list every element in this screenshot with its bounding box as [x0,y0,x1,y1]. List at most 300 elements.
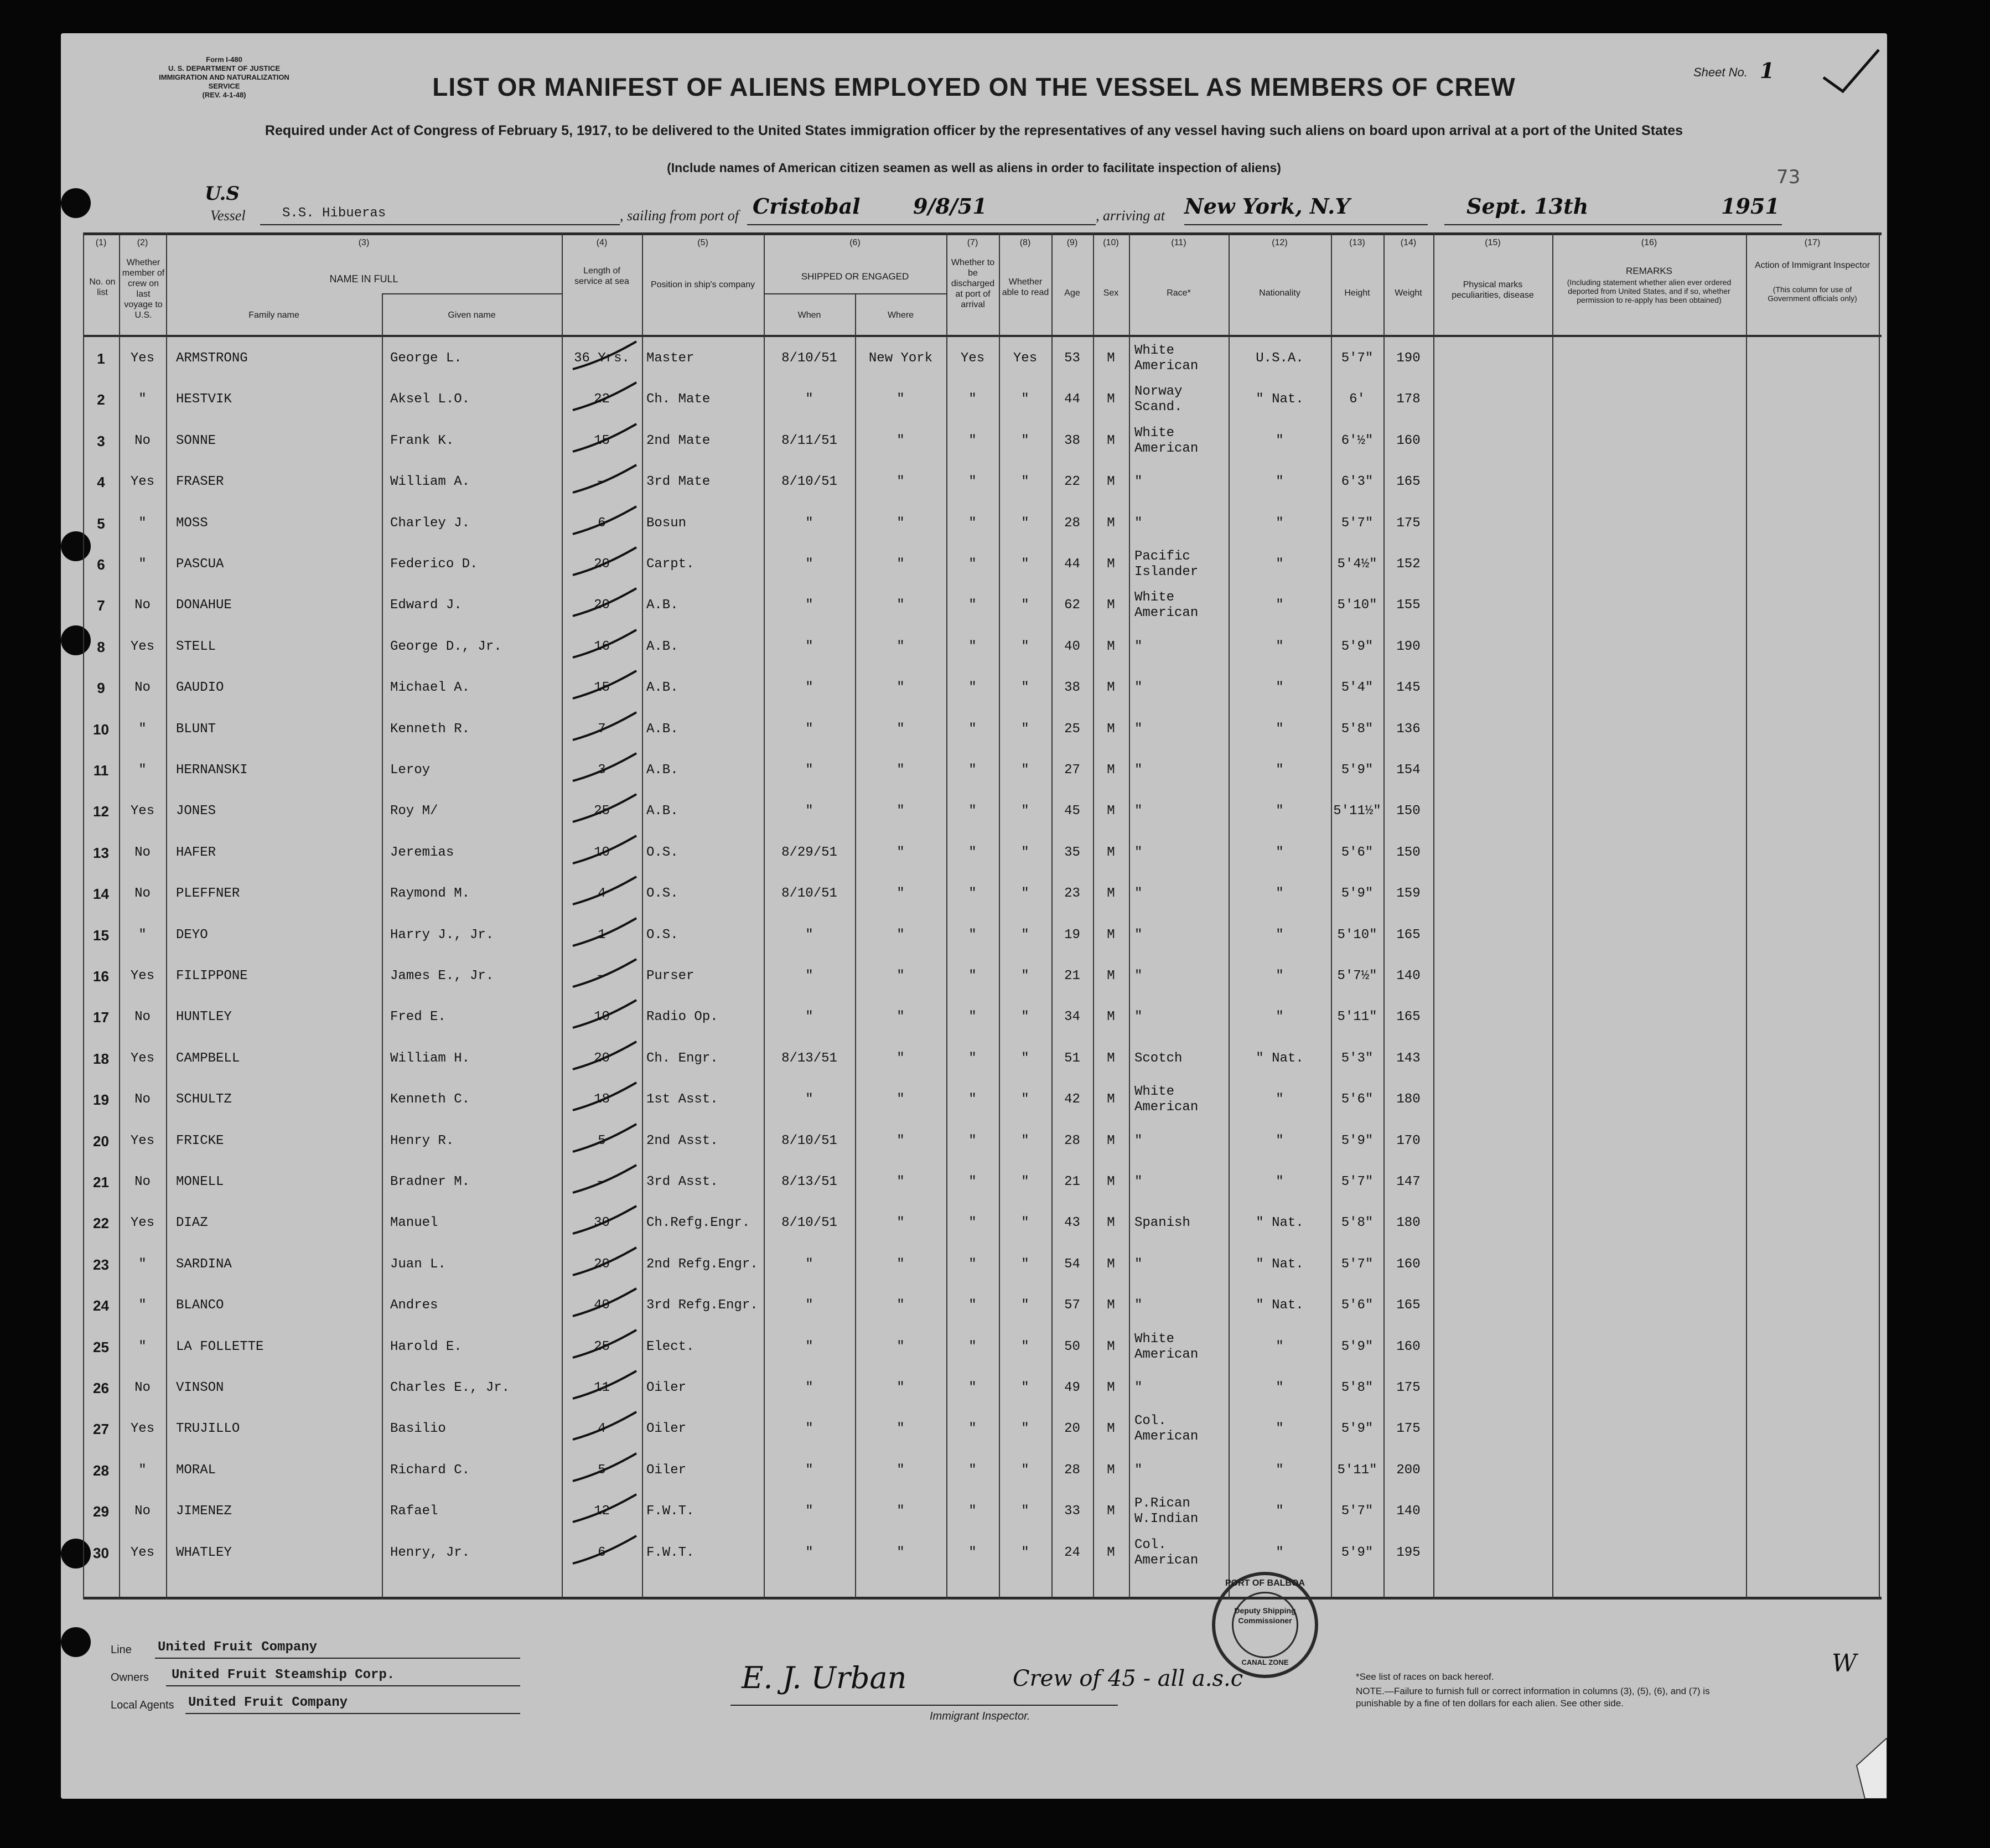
header-height: Height [1344,288,1370,298]
shipped-when: " [805,1462,813,1478]
service-length: 6 [598,1545,606,1560]
previous-voyage: " [138,1462,147,1478]
shipped-when: " [805,927,813,943]
shipped-when: " [805,804,813,819]
shipped-when: " [805,1380,813,1395]
row-number: 18 [93,1050,109,1067]
given-name: Henry R. [390,1133,454,1148]
given-name: Kenneth R. [390,721,470,737]
race-detail: American [1134,605,1199,621]
sex: M [1107,886,1115,902]
height: 5'10" [1337,598,1377,613]
discharged: " [968,845,977,860]
height: 5'11½" [1333,804,1381,819]
shipped-where: " [896,763,905,778]
tally-mark-icon [570,380,642,418]
age: 38 [1064,433,1080,448]
shipped-when: " [805,721,813,737]
family-name: MONELL [176,1174,224,1189]
height: 6'3" [1341,474,1374,490]
row-number: 6 [97,556,105,573]
discharged: " [968,680,977,696]
shipped-when: " [805,969,813,983]
race: " [1134,886,1143,902]
shipped-when: " [805,1504,813,1519]
family-name: FRASER [176,474,224,490]
discharged: " [968,515,977,531]
header-discharged: Whether to be discharged at port of arrival [951,258,995,309]
position: 3rd Mate [646,474,711,490]
age: 44 [1064,557,1080,572]
age: 62 [1064,598,1080,613]
discharged: " [968,1215,977,1231]
race: " [1134,927,1143,943]
header-sex: Sex [1103,288,1119,298]
service-length: 4 [598,886,606,902]
shipped-when: 8/13/51 [781,1174,837,1189]
tally-mark-icon [570,1039,642,1078]
height: 5'8" [1341,721,1374,737]
height: 5'7" [1341,1256,1374,1272]
weight: 155 [1396,598,1421,613]
family-name: HESTVIK [176,392,232,407]
previous-voyage: No [134,433,151,448]
row-number: 23 [93,1256,109,1273]
sex: M [1107,721,1115,737]
col-number: (6) [849,238,861,247]
form-number: Form I-480 [206,55,242,64]
row-number: 25 [93,1338,109,1355]
shipped-when: " [805,1092,813,1107]
discharged: " [968,598,977,613]
given-name: Bradner M. [390,1174,470,1189]
race-detail: W.Indian [1134,1511,1199,1527]
given-name: Leroy [390,763,431,778]
shipped-where: " [896,1504,905,1519]
service-length: 30 [594,1215,610,1231]
service-length: 5 [598,1462,606,1478]
service-length: 15 [594,433,610,448]
col-number: (12) [1272,238,1288,247]
given-name: Kenneth C. [390,1092,470,1107]
sex: M [1107,1421,1115,1437]
discharged: " [968,1380,977,1395]
discharged: " [968,639,977,654]
shipped-where: New York [868,351,933,366]
previous-voyage: Yes [130,351,155,366]
header-list-no: No. on list [89,277,116,297]
service-length: 15 [594,680,610,696]
able-to-read: " [1021,1462,1029,1478]
given-name: Basilio [390,1421,446,1437]
sex: M [1107,1092,1115,1107]
service-length: 16 [594,639,610,654]
sheet-label: Sheet No. [1693,65,1748,79]
service-length: 25 [594,1339,610,1354]
weight: 200 [1396,1462,1421,1478]
nationality: " [1276,1380,1284,1395]
discharged: " [968,721,977,737]
age: 25 [1064,721,1080,737]
tally-mark-icon [570,1245,642,1283]
race: White [1134,590,1175,605]
shipped-where: " [896,1050,905,1066]
age: 42 [1064,1092,1080,1107]
previous-voyage: " [138,1256,147,1272]
page-curl-icon [1854,1738,1887,1799]
sex: M [1107,1010,1115,1025]
row-number: 30 [93,1544,109,1561]
able-to-read: " [1021,1380,1029,1395]
row-number: 15 [93,926,109,944]
given-name: George L. [390,351,462,366]
age: 23 [1064,886,1080,902]
row-number: 16 [93,968,109,985]
shipped-when: " [805,1339,813,1354]
tally-mark-icon [570,627,642,666]
service-length: 20 [594,557,610,572]
arrival-year: 1951 [1721,194,1780,219]
given-name: Federico D. [390,557,478,572]
race: " [1134,1010,1143,1025]
given-name: Henry, Jr. [390,1545,470,1560]
sex: M [1107,351,1115,366]
sex: M [1107,1256,1115,1272]
department: U. S. DEPARTMENT OF JUSTICE [168,64,280,73]
shipped-where: " [896,515,905,531]
penalty-note: NOTE.—Failure to furnish full or correct information in columns (3), (5), (6), and (7) is punishable by a fine of ten dollars for each alien. See other side. [1356,1686,1710,1709]
vessel-label: Vessel [210,208,246,224]
service-length: 25 [594,804,610,819]
shipped-where: " [896,1133,905,1148]
discharged: " [968,433,977,448]
sex: M [1107,474,1115,490]
discharged: " [968,1339,977,1354]
race-detail: American [1134,1552,1199,1568]
age: 21 [1064,969,1080,983]
nationality: " [1276,680,1284,696]
tally-mark-icon [570,833,642,872]
arrival-date: Sept. 13th [1466,194,1589,219]
weight: 165 [1396,474,1421,490]
tally-mark-icon [570,1368,642,1407]
previous-voyage: Yes [130,1215,155,1231]
position: F.W.T. [646,1504,695,1519]
given-name: Manuel [390,1215,438,1231]
race: " [1134,1298,1143,1313]
position: 2nd Asst. [646,1133,718,1148]
family-name: CAMPBELL [176,1050,240,1066]
previous-voyage: No [134,1380,151,1395]
line-label: Line [111,1644,132,1656]
header-previous-voyage: Whether member of crew on last voyage to U.S. [122,258,165,320]
height: 5'10" [1337,927,1377,943]
weight: 165 [1396,1010,1421,1025]
discharged: " [968,1545,977,1560]
previous-voyage: Yes [130,969,155,983]
race-list-note: *See list of races on back hereof. [1356,1671,1494,1682]
family-name: ARMSTRONG [176,351,248,366]
shipped-when: 8/10/51 [781,1215,837,1231]
header-nationality: Nationality [1259,288,1300,298]
race: " [1134,1256,1143,1272]
age: 51 [1064,1050,1080,1066]
discharged: " [968,969,977,983]
sex: M [1107,1174,1115,1189]
owners-label: Owners [111,1671,149,1684]
given-name: Andres [390,1298,438,1313]
discharged: " [968,392,977,407]
family-name: MORAL [176,1462,216,1478]
age: 27 [1064,763,1080,778]
sex: M [1107,680,1115,696]
age: 54 [1064,1256,1080,1272]
line-value: United Fruit Company [158,1640,318,1655]
header-age: Age [1064,288,1080,298]
shipped-where: " [896,1380,905,1395]
shipped-where: " [896,557,905,572]
able-to-read: " [1021,1010,1029,1025]
previous-voyage: Yes [130,1421,155,1437]
position: A.B. [646,680,678,696]
age: 28 [1064,1133,1080,1148]
tally-mark-icon [570,339,642,377]
nationality: " [1276,721,1284,737]
shipped-when: " [805,1256,813,1272]
previous-voyage: No [134,1504,151,1519]
shipped-when: " [805,1545,813,1560]
given-name: Michael A. [390,680,470,696]
previous-voyage: No [134,845,151,860]
tally-mark-icon [570,1286,642,1324]
service-length: 11 [594,1380,610,1395]
row-number: 14 [93,886,109,903]
able-to-read: " [1021,433,1029,448]
height: 5'4" [1341,680,1374,696]
race-detail: Islander [1134,565,1199,579]
weight: 195 [1396,1545,1421,1560]
able-to-read: " [1021,927,1029,943]
able-to-read: " [1021,515,1029,531]
service-length: 4 [598,1421,606,1437]
able-to-read: " [1021,1504,1029,1519]
height: 6'½" [1341,433,1374,448]
shipped-where: " [896,433,905,448]
corner-mark: W [1832,1649,1857,1678]
position: 2nd Refg.Engr. [646,1256,758,1272]
shipped-when: " [805,598,813,613]
header-name-in-full: NAME IN FULL [329,273,398,284]
previous-voyage: " [138,721,147,737]
height: 5'6" [1341,1298,1374,1313]
tally-mark-icon [570,421,642,460]
weight: 160 [1396,1339,1421,1354]
able-to-read: " [1021,1339,1029,1354]
col-number: (3) [358,238,370,247]
header-physical-marks: Physical marks peculiarities, disease [1452,280,1534,300]
position: Elect. [646,1339,695,1354]
weight: 160 [1396,433,1421,448]
able-to-read: " [1021,680,1029,696]
row-number: 10 [93,721,109,738]
col-number: (9) [1066,238,1078,247]
race: Col. [1134,1414,1167,1429]
position: 1st Asst. [646,1092,718,1107]
family-name: GAUDIO [176,680,224,696]
family-name: PLEFFNER [176,886,240,902]
nationality: " [1276,1504,1284,1519]
sex: M [1107,1504,1115,1519]
previous-voyage: No [134,1010,151,1025]
punch-hole [61,1627,91,1657]
nationality: " Nat. [1256,1215,1304,1231]
height: 5'7" [1341,1174,1374,1189]
height: 5'7" [1341,1504,1374,1519]
age: 53 [1064,351,1080,366]
service-length: 1 [598,927,606,943]
shipped-when: " [805,639,813,654]
discharged: " [968,1298,977,1313]
tally-mark-icon [570,462,642,501]
shipped-where: " [896,392,905,407]
col-number: (11) [1171,238,1186,247]
race-detail: American [1134,359,1199,374]
service-length: 18 [594,1092,610,1107]
col-number: (17) [1804,238,1821,247]
header-where: Where [887,310,914,320]
given-name: Raymond M. [390,886,470,902]
age: 38 [1064,680,1080,696]
nationality: " [1276,969,1284,983]
us-mark: U.S [205,183,240,205]
race-detail: American [1134,441,1199,456]
discharged: " [968,763,977,778]
race: " [1134,845,1143,860]
page-title: LIST OR MANIFEST OF ALIENS EMPLOYED ON THE VESSEL AS MEMBERS OF CREW [432,73,1516,101]
tally-mark-icon [570,956,642,995]
race-detail: American [1134,1347,1199,1362]
header-shipped-engaged: SHIPPED OR ENGAGED [801,271,909,282]
race: White [1134,1084,1175,1100]
position: A.B. [646,804,678,819]
weight: 190 [1396,351,1421,366]
row-number: 3 [97,432,105,449]
shipped-when: 8/10/51 [781,351,837,366]
family-name: FILIPPONE [176,969,248,983]
header-position: Position in ship's company [650,280,755,289]
able-to-read: " [1021,969,1029,983]
header-remarks: REMARKS [1625,266,1673,276]
nationality: " [1276,639,1284,654]
col-number: (2) [137,238,148,247]
race: Scotch [1134,1050,1183,1066]
weight: 190 [1396,639,1421,654]
weight: 136 [1396,721,1421,737]
shipped-when: " [805,1298,813,1313]
able-to-read: " [1021,557,1029,572]
position: Radio Op. [646,1010,718,1025]
position: Ch. Engr. [646,1050,718,1066]
height: 5'11" [1337,1462,1377,1478]
previous-voyage: No [134,680,151,696]
given-name: Harold E. [390,1339,462,1354]
service-length: 36 Yrs. [574,351,630,366]
weight: 140 [1396,969,1421,983]
age: 50 [1064,1339,1080,1354]
row-number: 17 [93,1009,109,1026]
position: O.S. [646,886,678,902]
position: A.B. [646,763,678,778]
stamp-center: Deputy Shipping Commissioner [1232,1592,1298,1658]
position: Ch. Mate [646,392,711,407]
previous-voyage: No [134,1092,151,1107]
punch-hole [61,188,91,218]
position: O.S. [646,845,678,860]
previous-voyage: No [134,1174,151,1189]
shipped-where: " [896,969,905,983]
row-number: 22 [93,1215,109,1232]
sex: M [1107,804,1115,819]
col-number: (15) [1485,238,1501,247]
family-name: PASCUA [176,557,224,572]
tally-mark-icon [570,915,642,954]
family-name: JIMENEZ [176,1504,232,1519]
nationality: " [1276,1133,1284,1148]
able-to-read: " [1021,639,1029,654]
sex: M [1107,1215,1115,1231]
discharged: " [968,1050,977,1066]
shipped-when: " [805,1010,813,1025]
discharged: " [968,1133,977,1148]
given-name: Charley J. [390,515,470,531]
given-name: Edward J. [390,598,462,613]
position: 3rd Refg.Engr. [646,1298,758,1313]
shipped-where: " [896,721,905,737]
shipped-where: " [896,845,905,860]
previous-voyage: Yes [130,639,155,654]
header-when: When [797,310,821,320]
shipped-when: " [805,763,813,778]
height: 5'9" [1341,639,1374,654]
shipped-when: " [805,1421,813,1437]
row-number: 19 [93,1091,109,1109]
height: 5'8" [1341,1380,1374,1395]
shipped-where: " [896,1421,905,1437]
previous-voyage: No [134,886,151,902]
able-to-read: " [1021,1545,1029,1560]
header-race: Race* [1167,288,1191,298]
previous-voyage: No [134,598,151,613]
height: 5'7" [1341,515,1374,531]
given-name: Jeremias [390,845,454,860]
age: 45 [1064,804,1080,819]
age: 34 [1064,1010,1080,1025]
sex: M [1107,845,1115,860]
nationality: " [1276,763,1284,778]
race: " [1134,1133,1143,1148]
race: " [1134,763,1143,778]
service-length: 22 [594,392,610,407]
weight: 160 [1396,1256,1421,1272]
able-to-read: " [1021,763,1029,778]
weight: 150 [1396,845,1421,860]
tally-mark-icon [570,1327,642,1366]
previous-voyage: " [138,515,147,531]
row-number: 20 [93,1132,109,1150]
family-name: TRUJILLO [176,1421,240,1437]
header-given-name: Given name [448,310,496,320]
weight: 175 [1396,1380,1421,1395]
